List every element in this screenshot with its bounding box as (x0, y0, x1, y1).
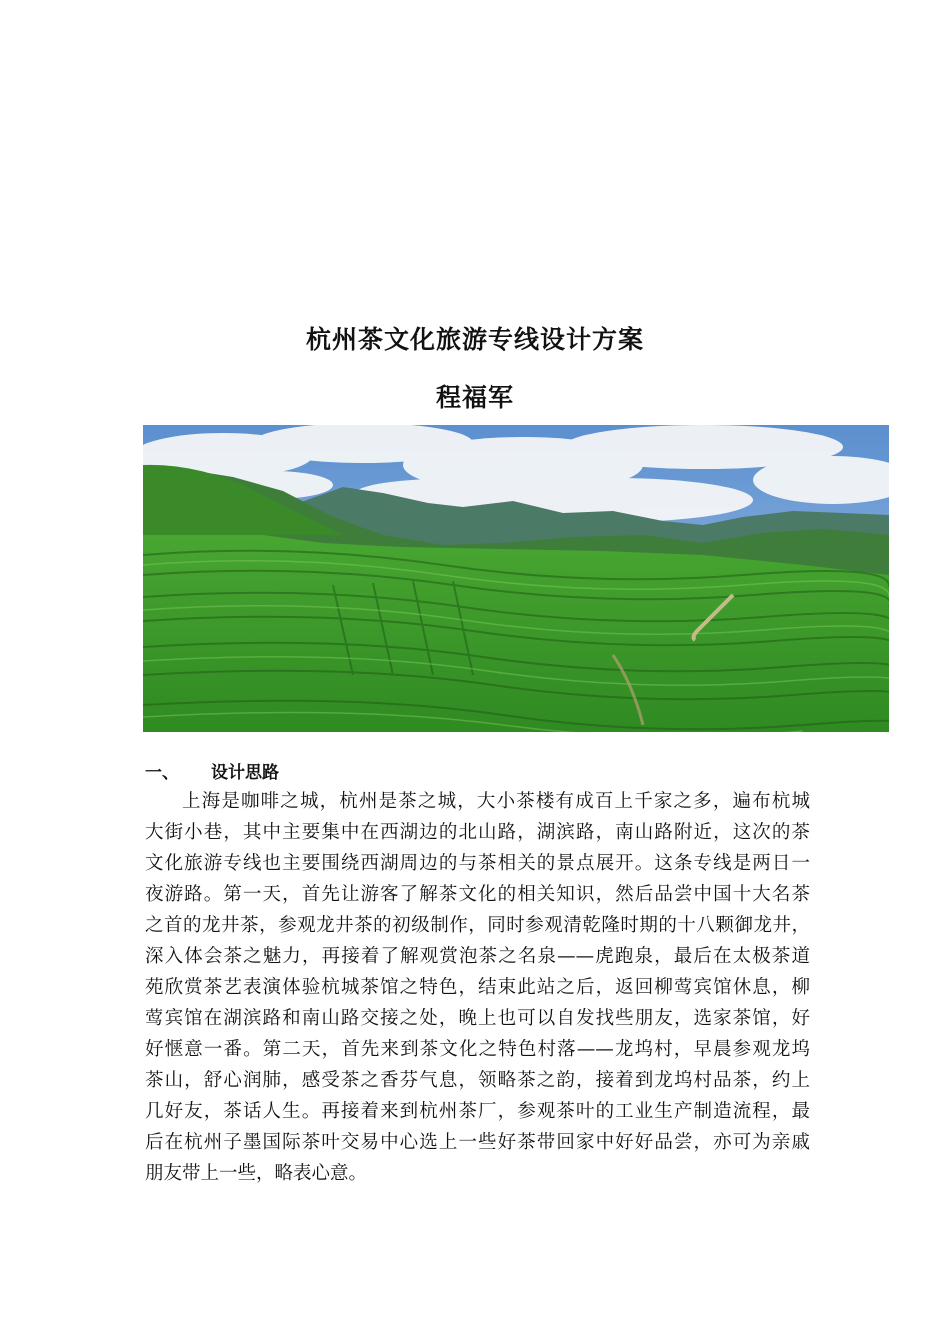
paragraph-line: 深入体会茶之魅力，再接着了解观赏泡茶之名泉——虎跑泉，最后在太极茶道 (145, 946, 810, 967)
section-body (145, 786, 810, 1189)
paragraph-line: 好惬意一番。第二天，首先来到茶文化之特色村落——龙坞村，早晨参观龙坞 (145, 1039, 810, 1060)
paragraph-line: 朋友带上一些，略表心意。 (145, 1163, 368, 1184)
section-title: 设计思路 (211, 763, 279, 783)
document-author: 程福军 (435, 383, 514, 412)
paragraph-line: 上海是咖啡之城，杭州是茶之城，大小茶楼有成百上千家之多，遍布杭城 (182, 791, 810, 812)
paragraph-line: 几好友，茶话人生。再接着来到杭州茶厂，参观茶叶的工业生产制造流程，最 (145, 1101, 810, 1122)
paragraph-line: 苑欣赏茶艺表演体验杭城茶馆之特色，结束此站之后，返回柳莺宾馆休息，柳 (145, 977, 810, 998)
section-heading (145, 758, 279, 783)
paragraph-line: 大街小巷，其中主要集中在西湖边的北山路，湖滨路，南山路附近，这次的茶 (145, 822, 810, 843)
tea-plantation-photo (143, 425, 889, 732)
paragraph-line: 后在杭州子墨国际茶叶交易中心选上一些好茶带回家中好好品尝，亦可为亲戚 (145, 1132, 810, 1153)
paragraph-line: 茶山，舒心润肺，感受茶之香芬气息，领略茶之韵，接着到龙坞村品茶，约上 (145, 1070, 810, 1091)
paragraph-line: 之首的龙井茶，参观龙井茶的初级制作，同时参观清乾隆时期的十八颗御龙井， (145, 915, 810, 936)
paragraph-line: 莺宾馆在湖滨路和南山路交接之处，晚上也可以自发找些朋友，选家茶馆，好 (145, 1008, 810, 1029)
section-number: 一、 (145, 763, 179, 783)
paragraph-line: 夜游路。第一天，首先让游客了解茶文化的相关知识，然后品尝中国十大名茶 (145, 884, 810, 905)
paragraph-line: 文化旅游专线也主要围绕西湖周边的与茶相关的景点展开。这条专线是两日一 (145, 853, 810, 874)
document-title: 杭州茶文化旅游专线设计方案 (305, 325, 644, 354)
